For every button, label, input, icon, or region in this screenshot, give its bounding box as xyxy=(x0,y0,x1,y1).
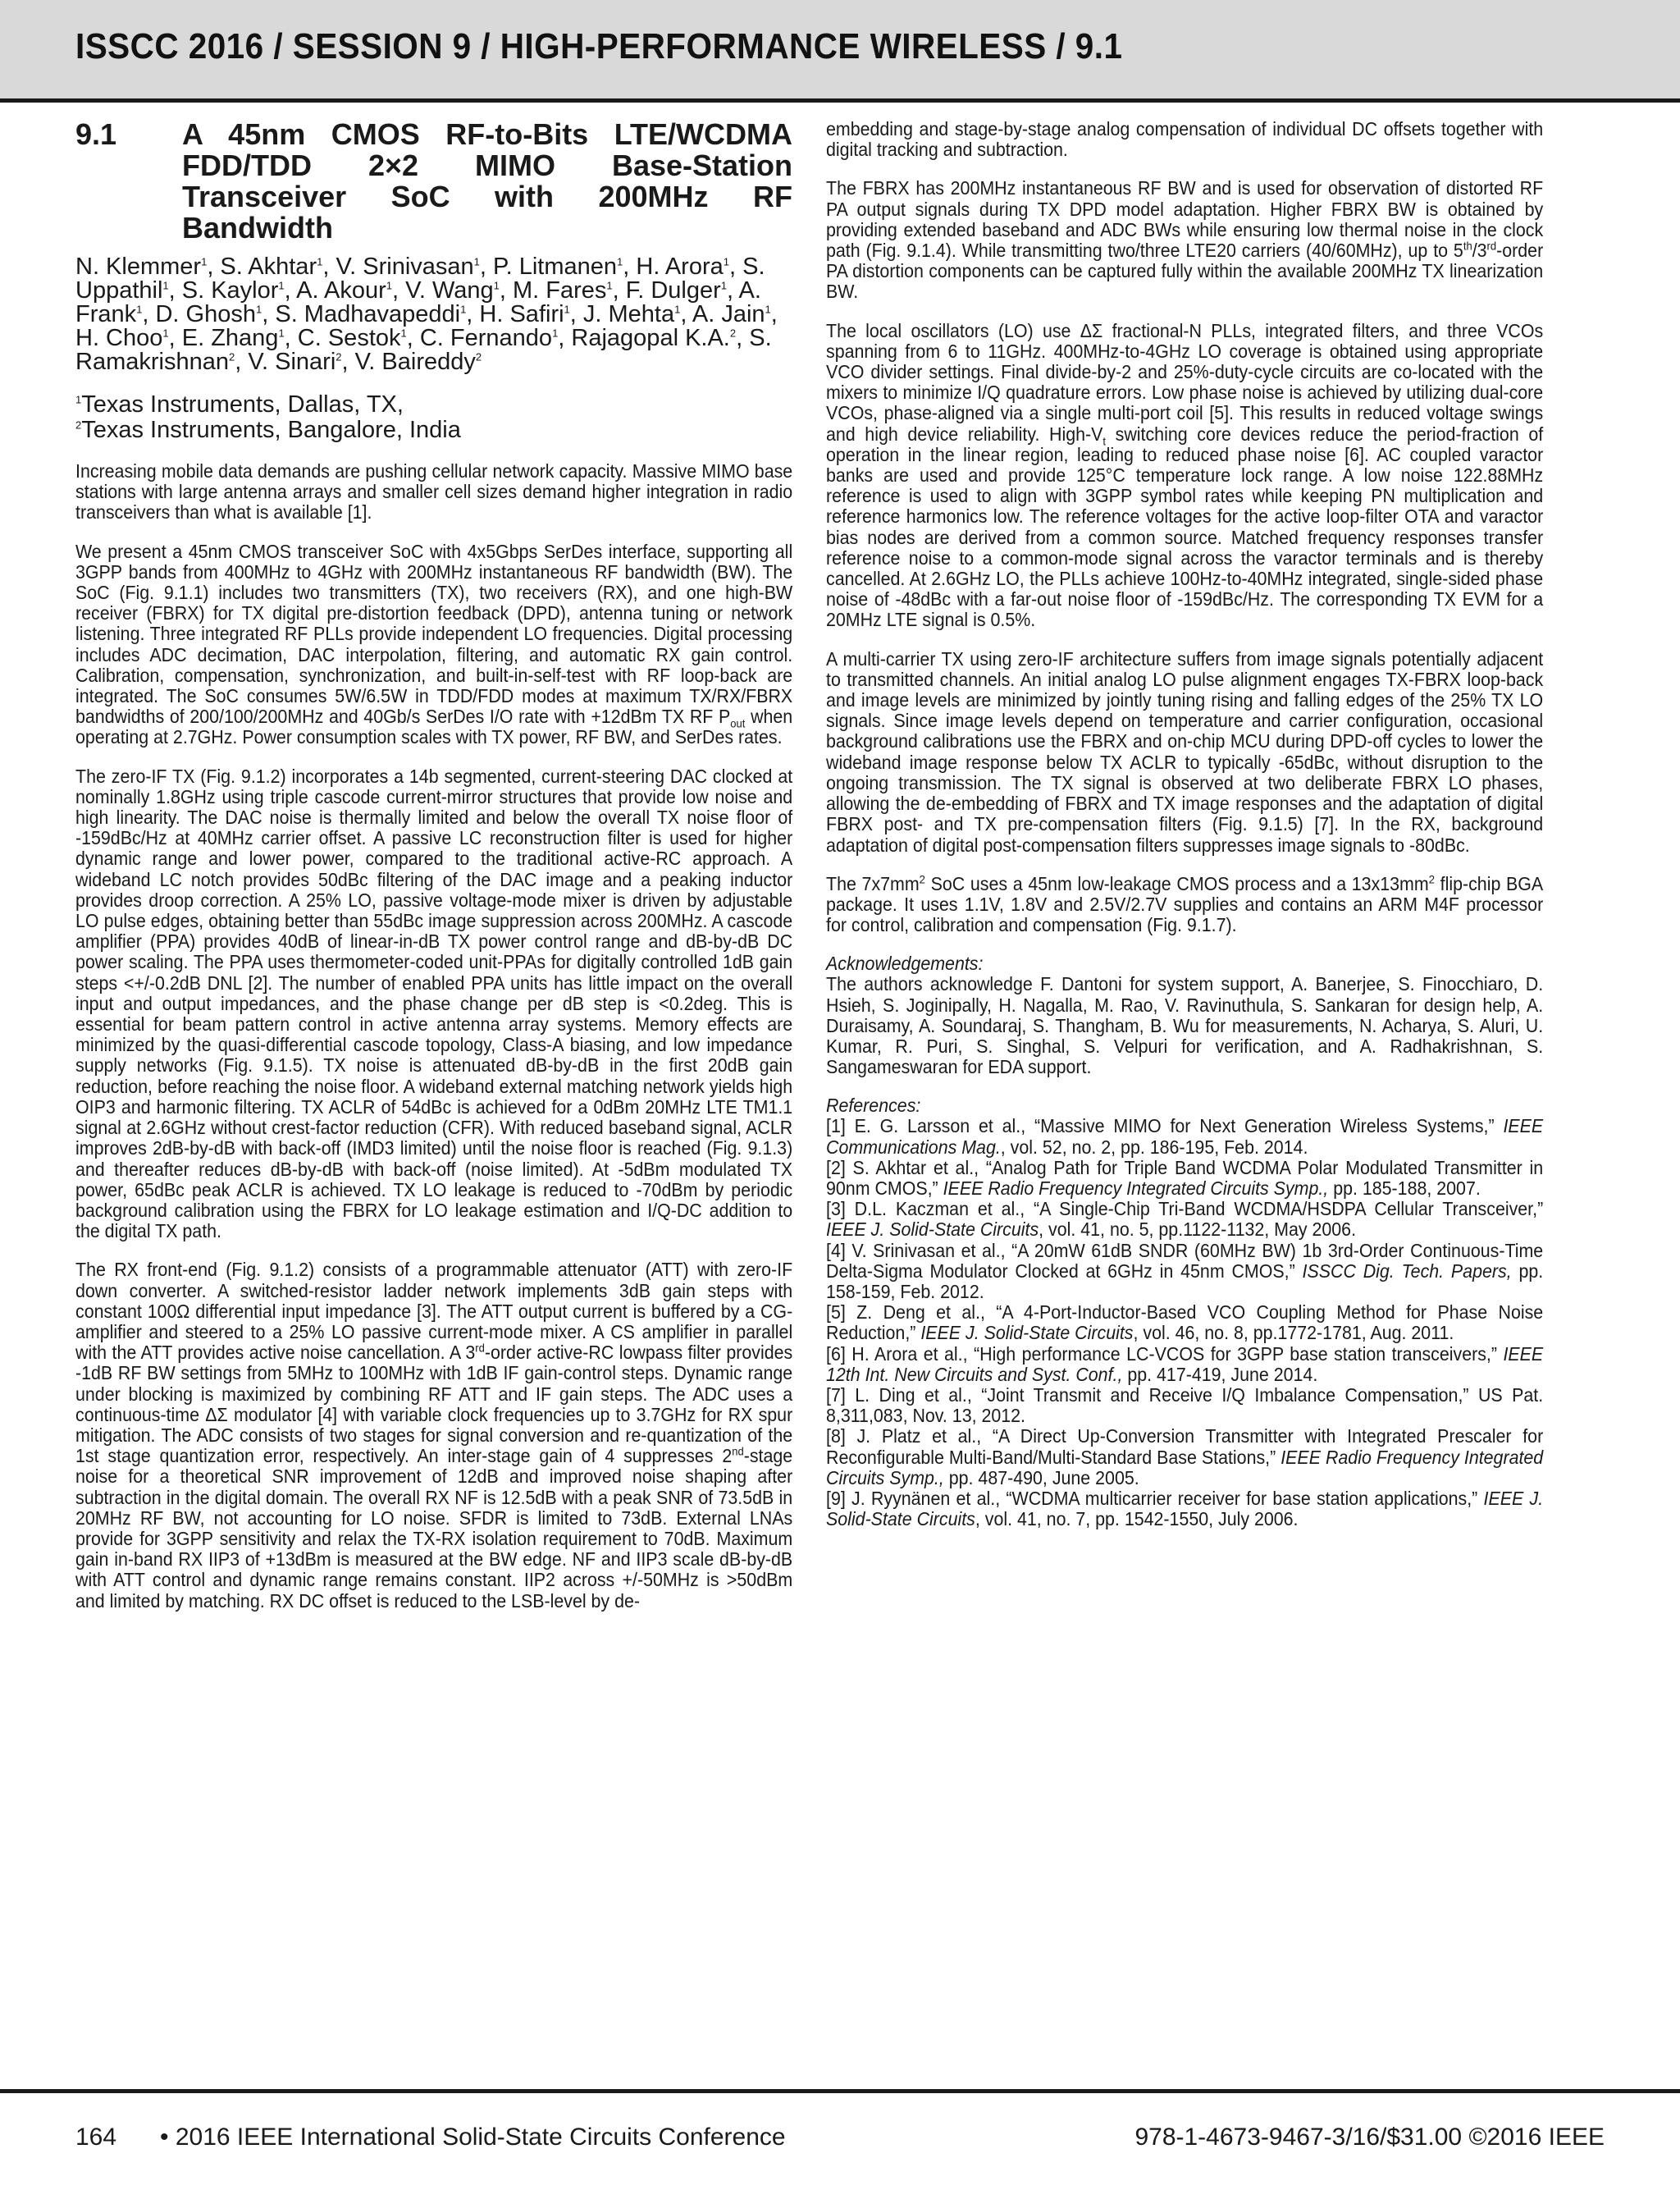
body-paragraph: We present a 45nm CMOS transceiver SoC with 4x5Gbps SerDes interface, supporting all 3GPP bands from 400MHz to 4GHz with 200MHz instantaneous RF bandwidth (BW). The SoC (Fig. 9.1.1) includes two transmitters (TX), two receivers (RX), and one high-BW receiver (FBRX) for TX digital pre-distortion feedback (DPD), antenna tuning or network listening. Three integrated RF PLLs provide independent LO frequencies. Digital processing includes ADC decimation, DAC interpolation, filtering, and automatic RX gain control. Calibration, compensation, synchronization, and built-in-self-test with RF loop-back are integrated. The SoC consumes 5W/6.5W in TDD/FDD modes at maximum TX/RX/FBRX bandwidths of 200/100/200MHz and 40Gb/s SerDes I/O rate with +12dBm TX RF $P_{out}$ when operating at 2.7GHz. Power consumption scales with TX power, RF BW, and SerDes rates. xyxy=(75,540,793,748)
running-header xyxy=(0,0,1680,98)
paper-title: A 45nm CMOS RF-to-Bits LTE/WCDMA FDD/TDD 2×2 MIMO Base-Station Transceiver SoC with 200MHz RF Bandwidth xyxy=(182,117,792,245)
header-rule xyxy=(0,98,1680,103)
running-title: ISSCC 2016 / SESSION 9 / HIGH-PERFORMANCE WIRELESS / 9.1 xyxy=(75,26,1123,66)
reference-item: [3] D.L. Kaczman et al., “A Single-Chip Tri-Band WCDMA/HSDPA Cellular Transceiver,” IEEE J. Solid-State Circuits, vol. 41, no. 5, pp.1122-1132, May 2006. xyxy=(826,1198,1544,1241)
acknowledgements-heading: Acknowledgements: xyxy=(826,953,984,975)
references-heading: References: xyxy=(826,1095,921,1117)
reference-item: [6] H. Arora et al., “High performance LC-VCOS for 3GPP base station transceivers,” IEEE 12th Int. New Circuits and Syst. Conf., pp. 417-419, June 2014. xyxy=(826,1342,1544,1385)
right-column xyxy=(826,119,1543,1529)
footer-conference: • 2016 IEEE International Solid-State Circuits Conference xyxy=(160,2124,786,2151)
affiliation-1: $^1$Texas Instruments, Dallas, TX, xyxy=(75,391,404,418)
reference-item: [9] J. Ryynänen et al., “WCDMA multicarrier receiver for base station applications,” IEEE J. Solid-State Circuits, vol. 41, no. 7, pp. 1542-1550, July 2006. xyxy=(826,1487,1544,1530)
body-paragraph: Increasing mobile data demands are pushing cellular network capacity. Massive MIMO base stations with large antenna arrays and smaller cell sizes demand higher integration in radio transceivers than what is available [1]. xyxy=(75,460,793,523)
affiliations xyxy=(75,392,792,443)
body-paragraph: The $7x7mm^2$ SoC uses a 45nm low-leakage CMOS process and a $13x13mm^2$ flip-chip BGA package. It uses 1.1V, 1.8V and 2.5V/2.7V supplies and contains an ARM M4F processor for control, calibration and compensation (Fig. 9.1.7). xyxy=(826,872,1544,936)
reference-item: [7] L. Ding et al., “Joint Transmit and Receive I/Q Imbalance Compensation,” US Pat. 8,311,083, Nov. 13, 2012. xyxy=(826,1383,1544,1427)
body-paragraph: The zero-IF TX (Fig. 9.1.2) incorporates a 14b segmented, current-steering DAC clocked at nominally 1.8GHz using triple cascode current-mirror structures that provide low noise and high linearity. The DAC noise is thermally limited and below the overall TX noise floor of -159dBc/Hz at 40MHz carrier offset. A passive LC reconstruction filter is used for higher dynamic range and lower power, compared to the traditional active-RC approach. A wideband LC notch provides 50dBc filtering of the DAC image and a peaking inductor provides droop correction. A 25% LO, passive voltage-mode mixer is driven by adjustable LO pulse edges, obtaining better than 55dBc image suppression across 200MHz. A cascode amplifier (PPA) provides 40dB of linear-in-dB TX power control range and dB-by-dB DC power scaling. The PPA uses thermometer-coded unit-PPAs for digitally controlled 1dB gain steps <+/-0.2dB DNL [2]. The number of enabled PPA units has little impact on the overall input and output impedances, and the phase change per dB step is <0.2deg. This is essential for beam pattern control in active antenna array systems. Memory effects are minimized by the quasi-differential cascode topology, Class-A biasing, and low impedance supply networks (Fig. 9.1.5). TX noise is attenuated dB-by-dB in the first 20dB gain reduction, before reaching the noise floor. A wideband external matching network yields high OIP3 and harmonic filtering. TX ACLR of 54dBc is achieved for a 0dBm 20MHz LTE TM1.1 signal at 2.6GHz without crest-factor reduction (CFR). With reduced baseband signal, ACLR improves 2dB-by-dB with back-off (IMD3 limited) until the noise floor is reached (Fig. 9.1.3) and thereafter reduces dB-by-dB with back-off (noise limited). At -5dBm modulated TX power, 65dBc peak ACLR is achieved. TX LO leakage is reduced to -70dBm by periodic background calibration using the FBRX for LO leakage estimation and I/Q-DC addition to the digital TX path. xyxy=(75,765,793,1242)
body-paragraph: A multi-carrier TX using zero-IF architecture suffers from image signals potentially adjacent to transmitted channels. An initial analog LO pulse alignment engages TX-FBRX loop-back and image levels are minimized by jointly tuning rising and falling edges of the 25% TX LO signals. Since image levels depend on temperature and carrier configuration, occasional background calibrations use the FBRX and on-chip MCU during DPD-off cycles to lower the wideband image response below TX ACLR to typically -65dBc, without disruption to the ongoing transmission. The TX signal is observed at two deliberate FBRX LO phases, allowing the de-embedding of FBRX and TX image responses and the adaptation of digital FBRX post- and TX pre-compensation filters (Fig. 9.1.5) [7]. In the RX, background adaptation of digital post-compensation filters suppresses image signals to -80dBc. xyxy=(826,647,1544,856)
body-paragraph: The RX front-end (Fig. 9.1.2) consists of a programmable attenuator (ATT) with zero-IF down converter. A switched-resistor ladder network implements 3dB gain steps with constant 100Ω differential input impedance [3]. The ATT output current is buffered by a CG-amplifier and steered to a 25% LO passive current-mode mixer. A CS amplifier in parallel with the ATT provides active noise cancellation. A 3rd-order active-RC lowpass filter provides -1dB RF BW settings from 5MHz to 100MHz with 1dB IF gain-control steps. Dynamic range under blocking is maximized by combining RF ATT and IF gain steps. The ADC uses a continuous-time ΔΣ modulator [4] with variable clock frequencies up to 3.7GHz for RX spur mitigation. The ADC consists of two stages for signal conversion and re-quantization of the 1st stage quantization error, respectively. An inter-stage gain of 4 suppresses 2nd-stage noise for a theoretical SNR improvement of 12dB and improved noise shaping after subtraction in the digital domain. The overall RX NF is 12.5dB with a peak SNR of 73.5dB in 20MHz RF BW, not accounting for LO noise. SFDR is limited to 73dB. External LNAs provide for 3GPP sensitivity and relax the TX-RX isolation requirement to 70dB. Maximum gain in-band RX IIP3 of +13dBm is measured at the BW edge. NF and IIP3 scale dB-by-dB with ATT control and dynamic range remains constant. IIP2 across +/-50MHz is >50dBm and limited by matching. RX DC offset is reduced to the LSB-level by de- xyxy=(75,1259,793,1612)
reference-item: [4] V. Srinivasan et al., “A 20mW 61dB SNDR (60MHz BW) 1b 3rd-Order Continuous-Time Delta-Sigma Modulator Clocked at 6GHz in 45nm CMOS,” ISSCC Dig. Tech. Papers, pp. 158-159, Feb. 2012. xyxy=(826,1239,1544,1302)
left-column xyxy=(75,119,792,1630)
acknowledgements-text: The authors acknowledge F. Dantoni for system support, A. Banerjee, S. Finocchiaro, D. Hsieh, S. Joginipally, H. Nagalla, M. Rao, V. Ravinuthula, S. Sankaran for design help, A. Duraisamy, A. Soundaraj, S. Thangham, B. Wu for measurements, N. Acharya, S. Aluri, U. Kumar, R. Puri, S. Singhal, S. Velpuri for verification, and A. Radhakrishnan, S. Sangameswaran for EDA support. xyxy=(826,973,1544,1078)
affiliation-2: $^2$Texas Instruments, Bangalore, India xyxy=(75,417,461,443)
body-paragraph: The local oscillators (LO) use ΔΣ fractional-N PLLs, integrated filters, and three VCOs spanning from 6 to 11GHz. 400MHz-to-4GHz LO coverage is obtained using appropriate VCO divider settings. Final divide-by-2 and 25%-duty-cycle circuits are co-located with the mixers to minimize I/Q quadrature errors. Low phase noise is achieved by utilizing dual-core VCOs, phase-aligned via a single multi-port coil [5]. This results in reduced voltage swings and high device reliability. High-$V_t$ switching core devices reduce the period-fraction of operation in the linear region, leading to reduced phase noise [6]. AC coupled varactor banks are used and provide 125°C temperature lock range. A low noise 122.88MHz reference is used to align with 3GPP symbol rates while keeping PN multiplication and reference harmonics low. The reference voltages for the active loop-filter OTA and varactor bias nodes are derived from a common source. Matched frequency responses transfer reference noise to a common-mode signal across the varactor terminals and is thereby cancelled. At 2.6GHz LO, the PLLs achieve 100Hz-to-40MHz integrated, single-sided phase noise of -48dBc with a far-out noise floor of -159dBc/Hz. The corresponding TX EVM for a 20MHz LTE signal is 0.5%. xyxy=(826,319,1544,631)
footer-rule xyxy=(0,2089,1680,2093)
footer-isbn: 978-1-4673-9467-3/16/$31.00 ©2016 IEEE xyxy=(1134,2124,1605,2151)
reference-item: [8] J. Platz et al., “A Direct Up-Conversion Transmitter with Integrated Prescaler for Reconfigurable Multi-Band/Multi-Standard Base Stations,” IEEE Radio Frequency Integrated Circuits Symp., pp. 487-490, June 2005. xyxy=(826,1425,1544,1488)
reference-list xyxy=(826,1116,1543,1529)
acknowledgements-section xyxy=(826,953,1543,1077)
paper-number: 9.1 xyxy=(75,117,117,151)
references-section xyxy=(826,1095,1543,1529)
paper-title-block xyxy=(75,119,792,244)
body-paragraph: embedding and stage-by-stage analog compensation of individual DC offsets together with digital tracking and subtraction. xyxy=(826,118,1544,161)
page-number: 164 xyxy=(75,2124,117,2151)
reference-item: [5] Z. Deng et al., “A 4-Port-Inductor-Based VCO Coupling Method for Phase Noise Reduction,” IEEE J. Solid-State Circuits, vol. 46, no. 8, pp.1772-1781, Aug. 2011. xyxy=(826,1301,1544,1344)
reference-item: [1] E. G. Larsson et al., “Massive MIMO for Next Generation Wireless Systems,” IEEE Communications Mag., vol. 52, no. 2, pp. 186-195, Feb. 2014. xyxy=(826,1115,1544,1158)
body-paragraph: The FBRX has 200MHz instantaneous RF BW and is used for observation of distorted RF PA output signals during TX DPD model adaptation. Higher FBRX BW is obtained by providing extended baseband and ADC BWs while ensuring low thermal noise in the clock path (Fig. 9.1.4). While transmitting two/three LTE20 carriers (40/60MHz), up to 5th/3rd-order PA distortion components can be captured fully within the available 200MHz TX linearization BW. xyxy=(826,177,1544,303)
reference-item: [2] S. Akhtar et al., “Analog Path for Triple Band WCDMA Polar Modulated Transmitter in 90nm CMOS,” IEEE Radio Frequency Integrated Circuits Symp., pp. 185-188, 2007. xyxy=(826,1156,1544,1199)
author-list: N. Klemmer$^1$, S. Akhtar$^1$, V. Srinivasan$^1$, P. Litmanen$^1$, H. Arora$^1$, S. Uppathil$^1$, S. Kaylor$^1$, A. Akour$^1$, V. Wang$^1$, M. Fares$^1$, F. Dulger$^1$, A. Frank$^1$, D. Ghosh$^1$, S. Madhavapeddi$^1$, H. Safiri$^1$, J. Mehta$^1$, A. Jain$^1$, H. Choo$^1$, E. Zhang$^1$, C. Sestok$^1$, C. Fernando$^1$, Rajagopal K.A.$^2$, S. Ramakrishnan$^2$, V. Sinari$^2$, V. Baireddy$^2$ xyxy=(75,254,778,375)
